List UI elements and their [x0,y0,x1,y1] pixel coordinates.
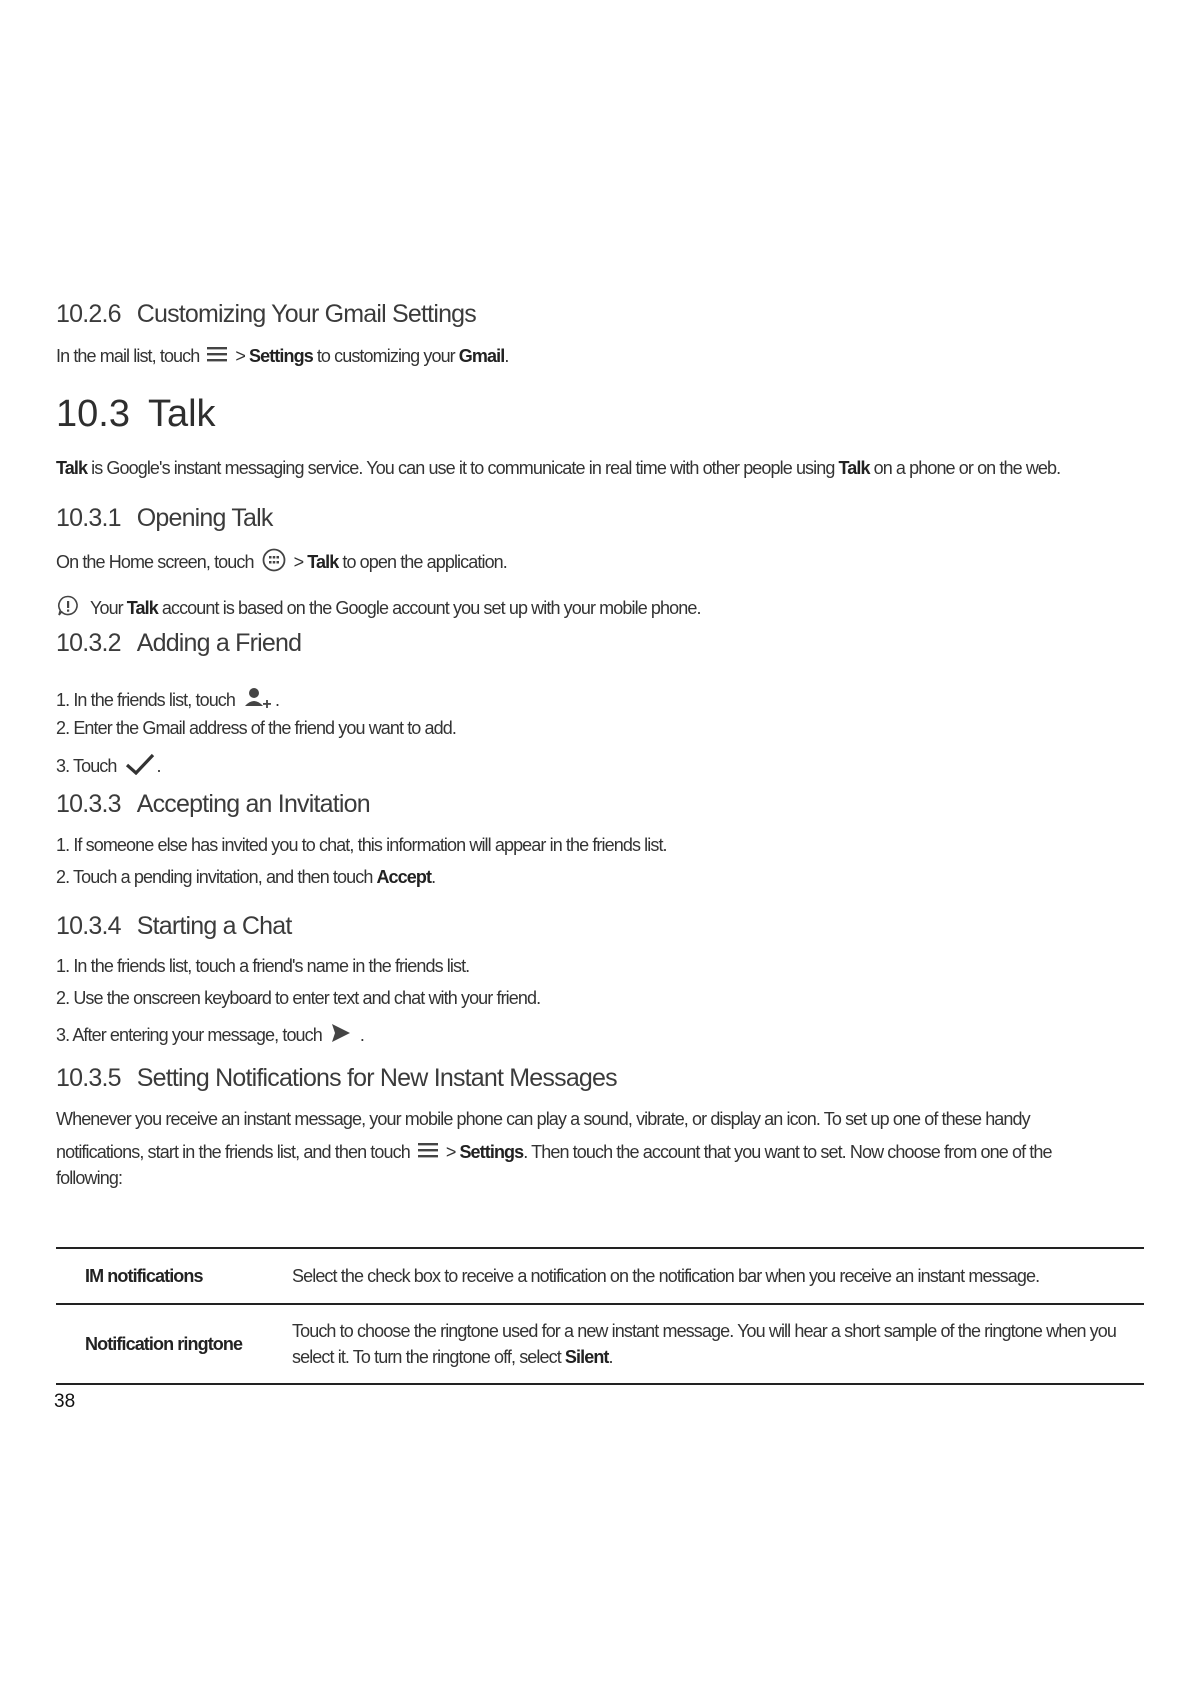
text: is Google's instant messaging service. You can use it to communicate in real time with other people using [91,458,835,478]
chapter-heading-10-3 [56,393,216,436]
text: > [293,552,304,572]
text: 1. In the friends list, touch [56,690,236,710]
tip-lightbulb-icon [56,594,80,623]
section-title: Talk [147,393,216,435]
option-label: IM notifications [56,1248,292,1304]
text: . [431,867,436,887]
list-item [56,753,161,780]
section-number: 10.3.2 [56,629,121,657]
paragraph-line [56,1142,1052,1163]
section-title: Starting a Chat [136,912,292,940]
option-description [292,1304,1144,1384]
table-row [56,1248,1144,1304]
bold-text-talk: Talk [307,552,339,572]
section-number: 10.3.1 [56,504,121,532]
option-description: Select the check box to receive a notification on the notification bar when you receive an instant message. [292,1248,1144,1304]
page-number: 38 [54,1391,76,1412]
bold-text-settings: Settings [249,346,313,366]
list-item [56,867,435,888]
text: to customizing your [316,346,455,366]
section-number: 10.3.3 [56,790,121,818]
bold-text-silent: Silent [564,1347,609,1367]
section-title: Opening Talk [136,504,273,532]
list-item [56,718,456,739]
add-friend-icon [243,686,273,715]
section-heading-10-2-6 [56,300,476,329]
bold-text-accept: Accept [376,867,432,887]
bold-text-gmail: Gmail [458,346,505,366]
text: . [275,690,280,710]
text: Touch to choose the ringtone used for a new instant message. You will hear a short sample of the ringtone when you select it. To turn the ringtone off, select [292,1321,1116,1367]
section-title: Customizing Your Gmail Settings [136,300,476,328]
text: notifications, start in the friends list, and then touch [56,1142,410,1162]
section-heading-10-3-3 [56,790,370,819]
text: 3. After entering your message, touch [56,1025,322,1045]
text: 1. If someone else has invited you to chat, this information will appear in the friends list. [56,835,667,855]
paragraph [56,548,507,577]
text: . [504,346,509,366]
text: following: [56,1168,123,1188]
list-item [56,686,279,715]
list-item [56,956,469,977]
text: Your [90,598,123,618]
text: 1. In the friends list, touch a friend's name in the friends list. [56,956,470,976]
text: 2. Enter the Gmail address of the friend you want to add. [56,718,456,738]
text: on a phone or on the web. [873,458,1061,478]
section-number: 10.2.6 [56,300,121,328]
section-number: 10.3.4 [56,912,121,940]
text: 2. Touch a pending invitation, and then touch [56,867,373,887]
tip-note [56,594,701,623]
menu-icon [207,346,227,367]
text: Whenever you receive an instant message, your mobile phone can play a sound, vibrate, or display an icon. To set up one of these handy [56,1109,1030,1129]
text: On the Home screen, touch [56,552,254,572]
text: to open the application. [342,552,507,572]
section-title: Adding a Friend [136,629,302,657]
section-number: 10.3.5 [56,1064,121,1092]
section-heading-10-3-2 [56,629,301,658]
paragraph-line [56,1109,1030,1130]
paragraph-line [56,1168,122,1189]
text: account is based on the Google account you set up with your mobile phone. [161,598,701,618]
send-icon [330,1022,352,1049]
section-title: Setting Notifications for New Instant Messages [136,1064,617,1092]
list-item [56,988,540,1009]
text: . [608,1347,613,1367]
text: . Then touch the account that you want to set. Now choose from one of the [523,1142,1052,1162]
section-heading-10-3-5 [56,1064,617,1093]
section-heading-10-3-4 [56,912,291,941]
bold-text-talk: Talk [56,458,88,478]
list-item [56,1022,364,1049]
checkmark-icon [125,753,155,780]
text: 3. Touch [56,756,117,776]
paragraph [56,346,508,367]
text: 2. Use the onscreen keyboard to enter text and chat with your friend. [56,988,541,1008]
section-heading-10-3-1 [56,504,273,533]
list-item [56,835,667,856]
text: > [445,1142,456,1162]
notification-options-table [56,1247,1144,1385]
section-title: Accepting an Invitation [136,790,370,818]
text: . [359,1025,364,1045]
app-launcher-icon [262,548,286,577]
section-number: 10.3 [56,393,130,435]
text: > [235,346,245,366]
bold-text-talk: Talk [126,598,158,618]
table-row [56,1304,1144,1384]
menu-icon [418,1142,438,1163]
bold-text-talk: Talk [838,458,870,478]
text: . [156,756,161,776]
option-label: Notification ringtone [56,1304,292,1384]
bold-text-settings: Settings [459,1142,524,1162]
paragraph [56,458,1060,479]
text: In the mail list, touch [56,346,200,366]
